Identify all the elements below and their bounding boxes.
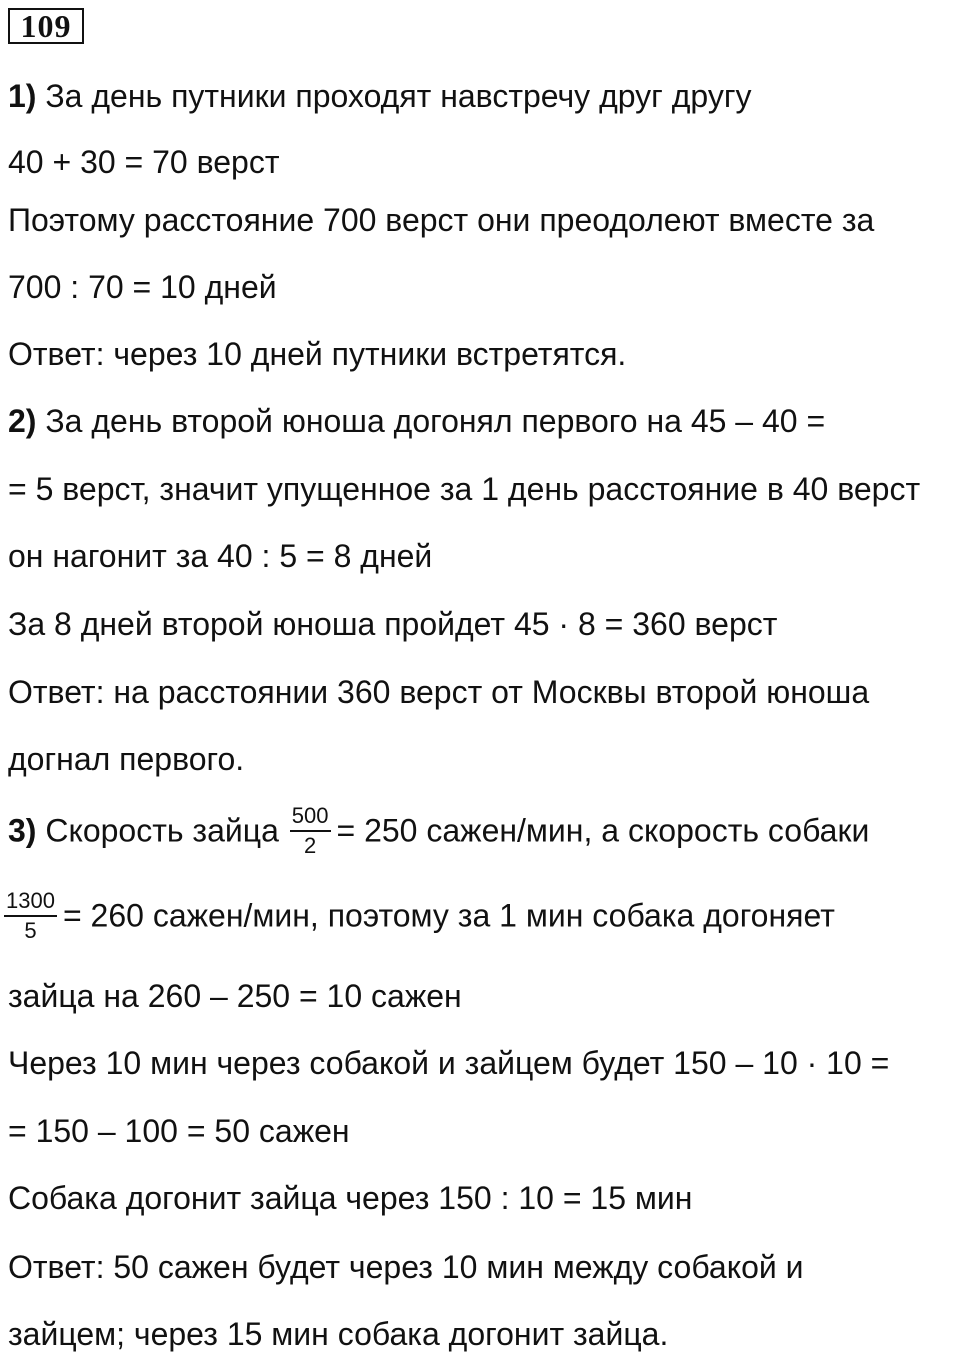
fraction-500-over-2 bbox=[290, 803, 331, 859]
part2-line-3: он нагонит за 40 : 5 = 8 дней bbox=[8, 538, 433, 574]
part2-line-4: За 8 дней второй юноша пройдет 45 · 8 = 360 верст bbox=[8, 606, 778, 642]
fraction-numerator: 500 bbox=[290, 803, 331, 832]
part2-line-1 bbox=[8, 401, 825, 441]
fraction-denominator: 2 bbox=[304, 833, 317, 858]
part1-line-1 bbox=[8, 76, 752, 116]
part2-answer-2: догнал первого. bbox=[8, 741, 245, 777]
part2-answer-1: Ответ: на расстоянии 360 верст от Москвы второй юноша bbox=[8, 674, 870, 710]
part1-marker: 1) bbox=[8, 78, 37, 114]
part3-marker: 3) bbox=[8, 812, 37, 849]
part2-marker: 2) bbox=[8, 403, 37, 439]
part3-line-5: = 150 – 100 = 50 сажен bbox=[8, 1113, 350, 1149]
task-number: 109 bbox=[8, 8, 84, 44]
part3-answer-1: Ответ: 50 сажен будет через 10 мин между собакой и bbox=[8, 1249, 804, 1285]
part3-answer-2: зайцем; через 15 мин собака догонит зайца. bbox=[8, 1316, 669, 1352]
part3-text-2-rest: = 260 сажен/мин, поэтому за 1 мин собака догоняет bbox=[62, 897, 835, 934]
part2-line-2: = 5 верст, значит упущенное за 1 день расстояние в 40 верст bbox=[8, 471, 921, 507]
part2-text-1: За день второй юноша догонял первого на 45 – 40 = bbox=[36, 403, 826, 439]
part3-text-1-rest: = 250 сажен/мин, а скорость собаки bbox=[336, 812, 870, 849]
part3-line-1 bbox=[8, 805, 869, 861]
part3-line-4: Через 10 мин через собакой и зайцем будет 150 – 10 · 10 = bbox=[8, 1045, 890, 1081]
part1-line-2: 40 + 30 = 70 верст bbox=[8, 144, 280, 180]
part1-text-1: За день путники проходят навстречу друг другу bbox=[36, 78, 752, 114]
part3-line-6: Собака догонит зайца через 150 : 10 = 15 мин bbox=[8, 1180, 693, 1216]
part3-line-3: зайца на 260 – 250 = 10 сажен bbox=[8, 978, 462, 1014]
fraction-1300-over-5 bbox=[4, 888, 57, 944]
part1-line-4: 700 : 70 = 10 дней bbox=[8, 269, 277, 305]
part1-line-3: Поэтому расстояние 700 верст они преодолеют вместе за bbox=[8, 202, 875, 238]
fraction-numerator: 1300 bbox=[4, 888, 57, 917]
part3-text-1: Скорость зайца bbox=[36, 812, 288, 849]
part3-line-2 bbox=[4, 890, 835, 946]
part1-answer: Ответ: через 10 дней путники встретятся. bbox=[8, 336, 627, 372]
fraction-denominator: 5 bbox=[24, 918, 37, 943]
